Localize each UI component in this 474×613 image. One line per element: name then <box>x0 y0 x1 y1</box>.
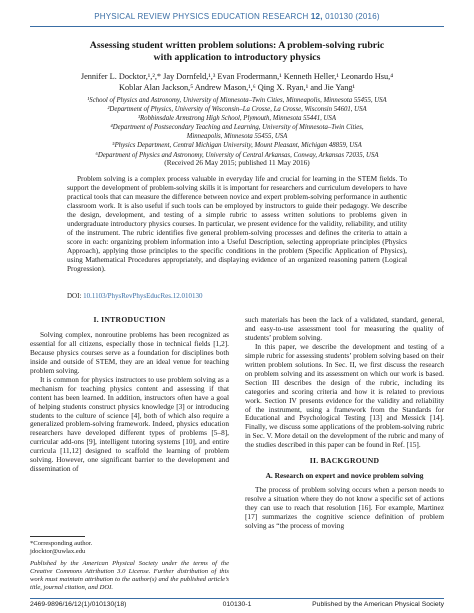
paper-title <box>30 40 444 64</box>
license-note: Published by the American Physical Society under the terms of the Creative Commons Attribution 3.0 License. Further distribution of this work must maintain attribution to the author(s) and the published article’s title, journal citation, and DOI. <box>30 560 229 592</box>
left-column <box>30 316 229 474</box>
body-paragraph: Solving complex, nonroutine problems has been recognized as essential for all citizens, especially those in technical fields [1,2]. Because physics courses serve as a foundation for disciplines both inside and outside of STEM, they are an ideal venue for teaching problem solving. <box>30 329 229 375</box>
footer-divider <box>30 598 444 599</box>
journal-header <box>30 12 444 26</box>
body-paragraph: In this paper, we describe the development and testing of a simple rubric for assessing students’ problem solving based on their written problem solutions. In Sec. II, we first discuss the research on problem solving and its assessment on which our work is based. Section III describes the design of the rubric, including its categories and scoring criteria and how it is related to previous work. Section IV presents evidence for the validity and reliability of the instrument, using a framework from the Standards for Educational and Psychological Testing [13] and Messick [14]. Finally, we discuss some applications of the problem-solving rubric in Sec. V. More detail on the development of the rubric and many of the studies described in this paper can be found in Ref. [15]. <box>245 341 444 450</box>
body-paragraph: such materials has been the lack of a validated, standard, general, and easy-to-use assessment tool for measuring the quality of students’ problem solving. <box>245 315 444 342</box>
affiliation: ³Robbinsdale Armstrong High School, Plymouth, Minnesota 55441, USA <box>137 115 336 123</box>
journal-volume: 12, <box>310 12 323 21</box>
header-divider <box>30 26 444 27</box>
journal-citation: 010130 (2016) <box>325 12 380 21</box>
affiliation-list <box>30 96 444 160</box>
section-heading: I. INTRODUCTION <box>93 315 166 324</box>
page-number: 010130-1 <box>222 601 252 608</box>
corresponding-author-note: *Corresponding author. <box>30 540 93 547</box>
affiliation: Minneapolis, Minnesota 55455, USA <box>186 133 288 141</box>
abstract <box>67 174 407 274</box>
received-dates: (Received 26 May 2015; published 11 May 2016) <box>164 158 310 167</box>
affiliation: ⁶Department of Physics and Astronomy, University of Central Arkansas, Conway, Arkansas 72035, USA <box>95 151 379 159</box>
section-heading: II. BACKGROUND <box>309 456 380 466</box>
right-column <box>245 316 444 531</box>
subsection-heading: A. Research on expert and novice problem solving <box>265 471 424 481</box>
affiliation: ²Department of Physics, University of Wisconsin–La Crosse, La Crosse, Wisconsin 54601, USA <box>107 106 367 114</box>
affiliation: ⁵Physics Department, Central Michigan University, Mount Pleasant, Michigan 48859, USA <box>112 142 362 150</box>
author-line: Koblar Alan Jackson,⁵ Andrew Mason,¹,⁶ Qing X. Ryan,¹ and Jie Yang¹ <box>119 82 355 92</box>
title-line: with application to introductory physics <box>153 52 321 63</box>
abstract-paragraph: Problem solving is a complex process valuable in everyday life and crucial for learning in the STEM fields. To support the development of problem-solving skills it is important for researchers and curriculum developers to have practical tools that can measure the difference between novice and expert problem-solving performance in authentic classroom work. It is also useful if such tools can be employed by instructors to guide their pedagogy. We describe the design, development, and testing of a simple rubric to assess written solutions to problems given in undergraduate introductory physics courses. In particular, we present evidence for the validity, reliability, and utility of the instrument. The rubric identifies five general problem-solving processes and defines the criteria to attain a score in each: organizing problem information into a Useful Description, selecting appropriate principles (Physics Approach), applying those principles to the specific conditions in the problem (Specific Application of Physics), using Mathematical Procedures appropriately, and displaying evidence of an organized reasoning pattern (Logical Progression). <box>67 174 407 274</box>
author-line: Jennifer L. Docktor,¹,²,* Jay Dornfeld,¹,³ Evan Frodermann,¹ Kenneth Heller,¹ Leonardo Hsu,⁴ <box>80 72 394 81</box>
publisher-note: Published by the American Physical Society <box>312 601 444 608</box>
affiliation: ¹School of Physics and Astronomy, University of Minnesota–Twin Cities, Minneapolis, Minnesota 55455, USA <box>87 97 387 104</box>
affiliation: ⁴Department of Postsecondary Teaching and Learning, University of Minnesota–Twin Cities, <box>110 124 364 132</box>
footnotes <box>30 540 229 593</box>
doi-link[interactable]: 10.1103/PhysRevPhysEducRes.12.010130 <box>83 292 203 300</box>
doi-label: DOI: <box>67 292 82 300</box>
journal-name: PHYSICAL REVIEW PHYSICS EDUCATION RESEARCH <box>94 12 309 21</box>
title-line: Assessing student written problem solutions: A problem-solving rubric <box>89 40 385 51</box>
body-paragraph: It is common for physics instructors to use problem solving as a mechanism for teaching physics content and assessing if that content has been learned. In addition, instructors often have a goal of helping students construct physics knowledge [3] or introducing students to the culture of science [4], both of which also require a generalized problem-solving framework. Indeed, physics education researchers have developed different types of problems [5–8], curricular add-ons [9], intelligent tutoring systems [10], and entire curricula [11,12] designed to scaffold the learning of problem solving. However, one significant barrier to the development and dissemination of <box>30 374 229 474</box>
doi-line <box>67 292 407 301</box>
author-list <box>30 72 444 93</box>
author-email[interactable]: jdocktor@uwlax.edu <box>30 548 86 556</box>
issn-code: 2469-9896/16/12(1)/010130(18) <box>30 601 127 608</box>
page-footer <box>30 601 444 611</box>
body-paragraph: The process of problem solving occurs when a person needs to resolve a situation where they do not know a specific set of actions they can use to reach that resolution [16]. For example, Martinez [17] summarizes the cognitive science definition of problem solving as “the process of moving <box>245 485 444 531</box>
footnote-divider <box>30 536 85 537</box>
